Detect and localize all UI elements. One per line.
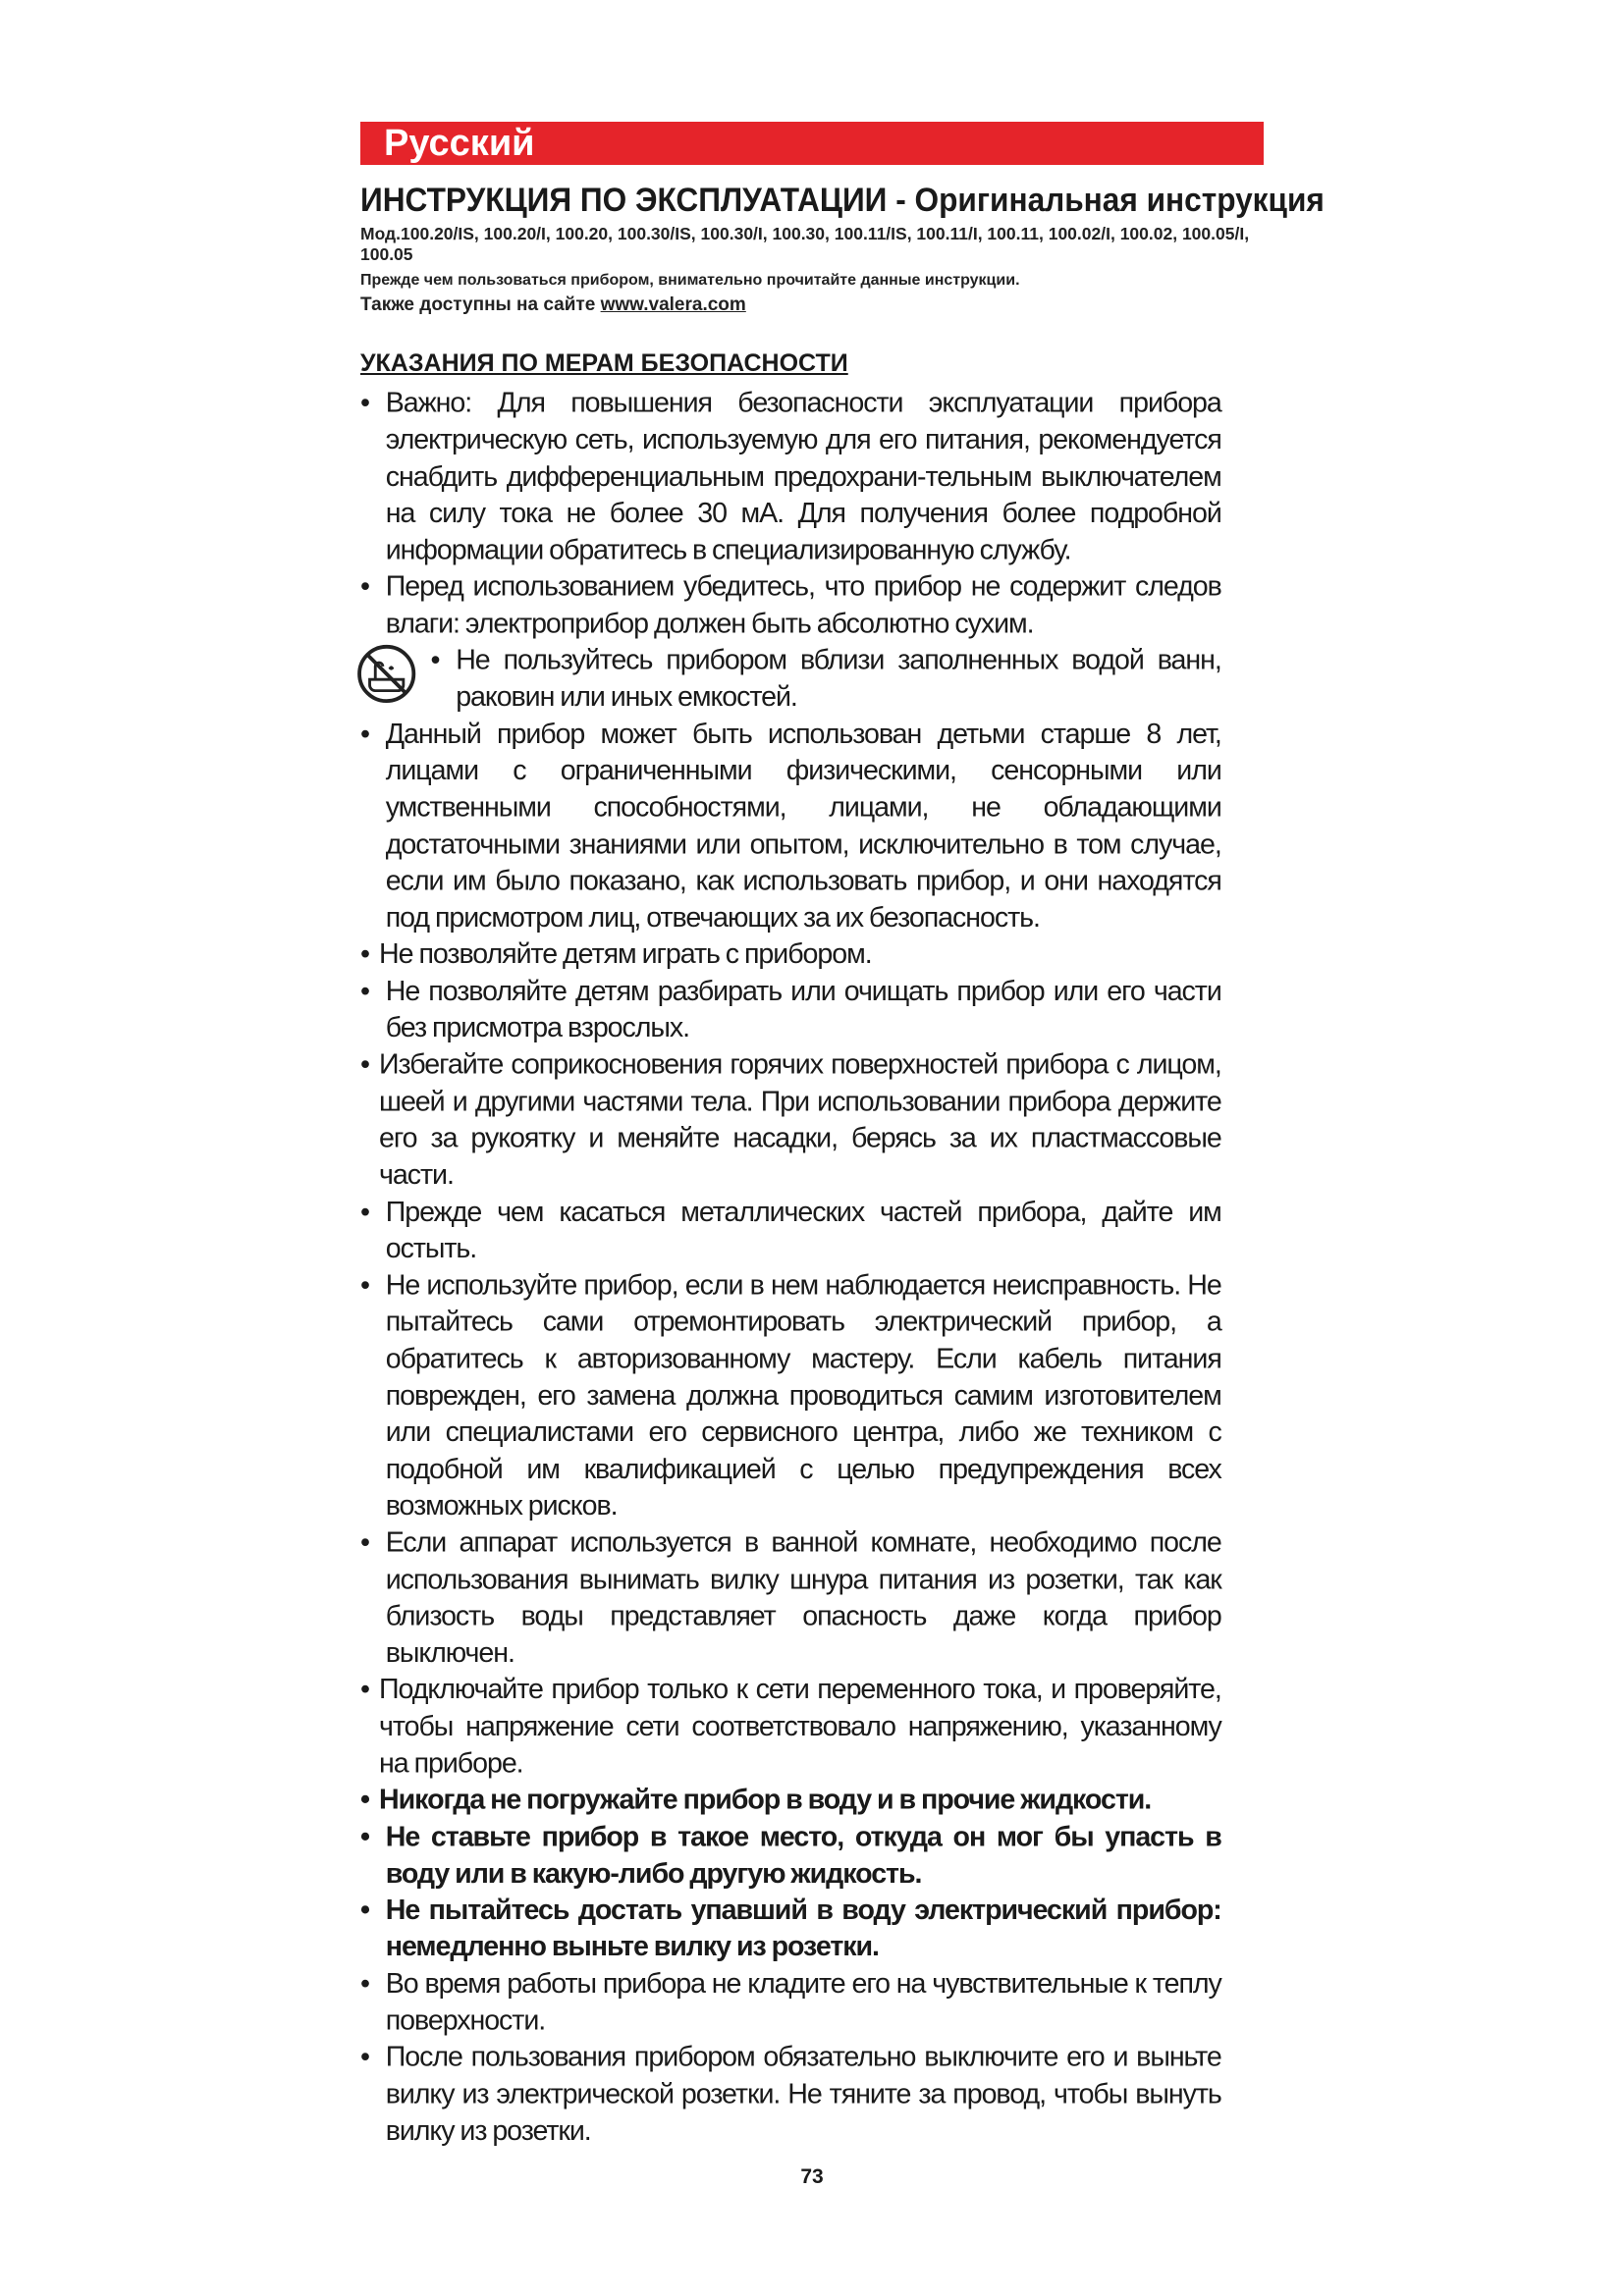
list-item	[360, 385, 1221, 568]
item-text: Подключайте прибор только к сети переменного тока, и проверяйте, чтобы напряжение сети соответствовало напряжению, указанному на приборе.	[379, 1674, 1221, 1779]
bullet: •	[360, 1674, 369, 1706]
item-text: Не пытайтесь достать упавший в воду электрический прибор: немедленно выньте вилку из розетки.	[385, 1895, 1221, 1963]
bullet: •	[360, 571, 369, 603]
item-text: Не используйте прибор, если в нем наблюдается неисправность. Не пытайтесь сами отремонтировать электрический прибор, а обратитесь к авторизованному мастеру. Если кабель питания поврежден, его замена должна проводиться самим изготовителем или специалистами его сервисного центра, либо же техником с подобной им квалификацией с целью предупреждения всех возможных рисков.	[385, 1269, 1221, 1522]
model-list: Мод.100.20/IS, 100.20/I, 100.20, 100.30/IS, 100.30/I, 100.30, 100.11/IS, 100.11/I, 100.11, 100.02/I, 100.02, 100.05/I, 100.05	[360, 224, 1250, 264]
title-sub: Оригинальная инструкция	[914, 182, 1325, 219]
title-separator: -	[887, 182, 915, 219]
safety-list	[360, 385, 1221, 2150]
website-link[interactable]: www.valera.com	[600, 294, 746, 315]
list-item	[360, 1965, 1221, 2039]
item-text: Прежде чем касаться металлических частей прибора, дайте им остыть.	[385, 1196, 1221, 1264]
bullet: •	[360, 938, 369, 971]
list-item	[360, 1892, 1221, 1965]
list-item	[360, 568, 1221, 642]
item-text: Важно: Для повышения безопасности эксплуатации прибора электрическую сеть, используемую для его питания, рекомендуется снабдить дифференциальным предохрани-тельным выключателем на силу тока не более 30 мА. Для получения более подробной информации обратитесь в специализированную службу.	[385, 387, 1221, 566]
bullet: •	[360, 718, 369, 750]
bullet: •	[360, 1048, 369, 1081]
item-text: Если аппарат используется в ванной комнате, необходимо после использования вынимать вилку шнура питания из розетки, так как близость воды представляет опасность даже когда прибор выключен.	[385, 1526, 1221, 1669]
item-text: Перед использованием убедитесь, что прибор не содержит следов влаги: электроприбор должен быть абсолютно сухим.	[385, 571, 1221, 640]
list-item	[360, 716, 1221, 936]
language-title: Русский	[384, 123, 535, 164]
safety-heading: УКАЗАНИЯ ПО МЕРАМ БЕЗОПАСНОСТИ	[360, 349, 848, 377]
bullet: •	[360, 1821, 369, 1852]
title-main: ИНСТРУКЦИЯ ПО ЭКСПЛУАТАЦИИ	[360, 182, 888, 219]
item-text: Данный прибор может быть использован детьми старше 8 лет, лицами с ограниченными физическими, сенсорными или умственными способностями, лицами, не обладающими достаточными знаниями или опытом, исключительно в том случае, если им было показано, как использовать прибор, и они находятся под присмотром лиц, отвечающих за их безопасность.	[385, 718, 1221, 934]
bullet: •	[360, 1196, 369, 1228]
bullet: •	[360, 1269, 369, 1302]
no-water-bath-icon	[356, 644, 416, 704]
bullet: •	[360, 1526, 369, 1559]
bullet: •	[360, 387, 369, 419]
item-text: Избегайте соприкосновения горячих поверхностей прибора с лицом, шеей и другими частями тела. При использовании прибора держите его за рукоятку и меняйте насадки, берясь за их пластмассовые части.	[379, 1048, 1221, 1191]
list-item	[360, 1524, 1221, 1672]
bullet: •	[360, 976, 369, 1007]
item-text: Не ставьте прибор в такое место, откуда он мог бы упасть в воду или в какую-либо другую жидкость.	[385, 1821, 1221, 1890]
bullet: •	[430, 645, 440, 676]
bullet: •	[360, 2042, 369, 2073]
bullet: •	[360, 1968, 369, 2000]
list-item	[360, 1046, 1221, 1194]
list-item	[360, 936, 1221, 973]
page-number: 73	[800, 2165, 824, 2188]
language-banner	[360, 122, 1264, 165]
list-item	[360, 642, 1221, 716]
item-text: Никогда не погружайте прибор в воду и в прочие жидкости.	[379, 1784, 1152, 1816]
item-text: Не пользуйтесь прибором вблизи заполненных водой ванн, раковин или иных емкостей.	[456, 645, 1221, 713]
document-title	[360, 181, 1325, 220]
item-text: Не позволяйте детям играть с прибором.	[379, 938, 872, 971]
website-note	[360, 294, 1264, 317]
website-prefix: Также доступны на сайте	[360, 294, 601, 315]
list-item	[360, 973, 1221, 1046]
item-text: После пользования прибором обязательно выключите его и выньте вилку из электрической розетки. Не тяните за провод, чтобы вынуть вилку из розетки.	[385, 2042, 1221, 2147]
bullet: •	[360, 1895, 369, 1926]
list-item	[360, 1672, 1221, 1782]
item-text: Не позволяйте детям разбирать или очищать прибор или его части без присмотра взрослых.	[385, 976, 1221, 1043]
list-item	[360, 1819, 1221, 1893]
list-item	[360, 1194, 1221, 1267]
list-item	[360, 1782, 1221, 1818]
item-text: Во время работы прибора не кладите его на чувствительные к теплу поверхности.	[385, 1968, 1221, 2037]
read-before-note: Прежде чем пользоваться прибором, внимательно прочитайте данные инструкции.	[360, 272, 1020, 289]
bullet: •	[360, 1784, 369, 1816]
list-item	[360, 2039, 1221, 2149]
list-item	[360, 1267, 1221, 1524]
